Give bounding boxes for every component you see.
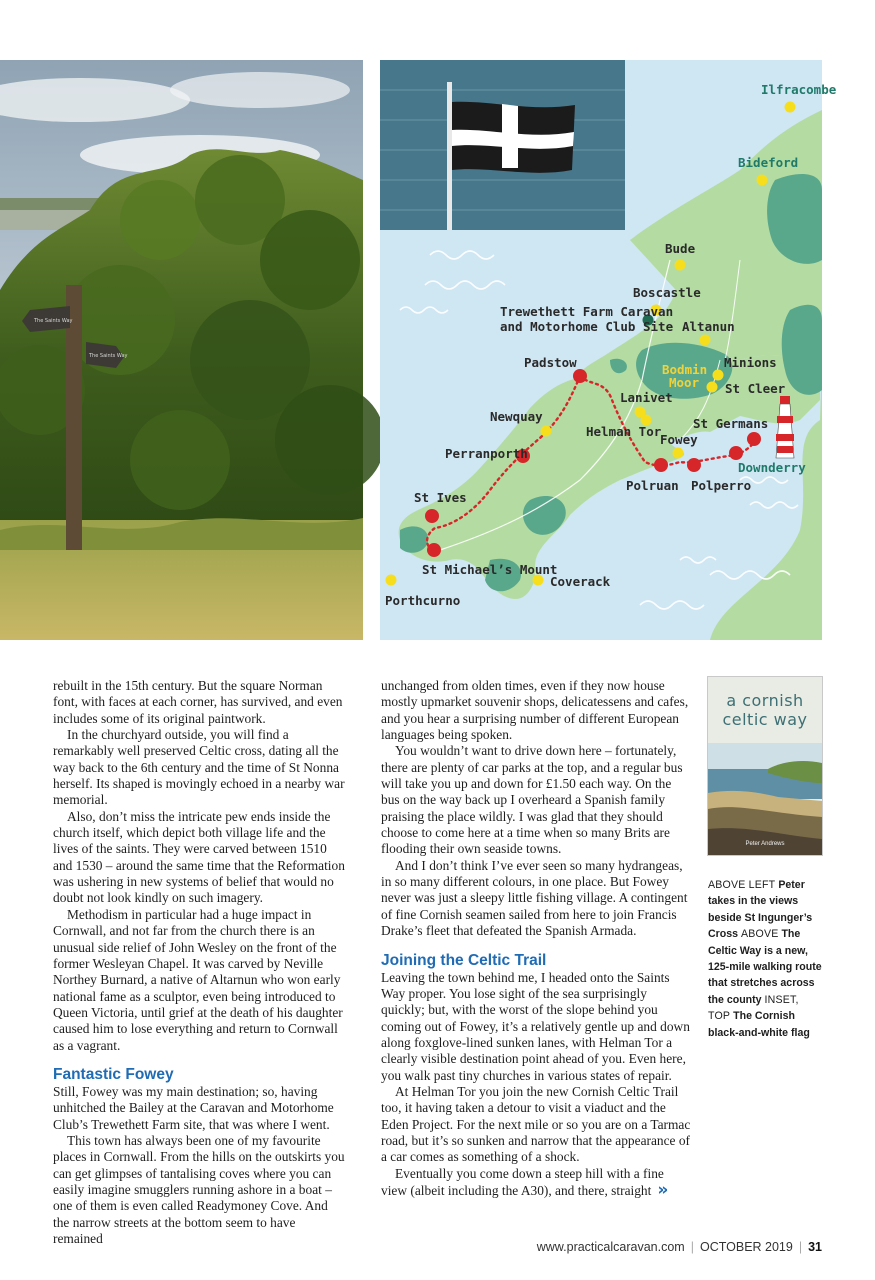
label-helman-tor: Helman Tor [586, 424, 662, 439]
label-ilfracombe: Ilfracombe [761, 82, 837, 97]
heading-fantastic-fowey: Fantastic Fowey [53, 1065, 174, 1083]
label-porthcurno: Porthcurno [385, 593, 461, 608]
footer-separator-1: | [690, 1240, 694, 1254]
hedgerow-signpost-image [0, 60, 363, 640]
signpost-text-2: The Saints Way [89, 353, 128, 359]
col1-paragraph-3: Also, don’t miss the intricate pew ends inside the church itself, which depict both village life and the lives of the saints. They were carved between 1510 and 1530 – around the same time that the Reformation was ushering in new systems of belief that would no doubt not look kindly on such imagery. [53, 808, 345, 906]
col1-paragraph-6: This town has always been one of my favourite places in Cornwall. From the hills on the outskirts you can get glimpses of tantalising coves where you can easily imagine smugglers running ashore in a boat – one of them is even called Readymoney Cove. And the narrow streets at the bottom seem to have remained [53, 1132, 345, 1246]
col2-paragraph-1: unchanged from olden times, even if they now house mostly upmarket souvenir shops, delicatessens and cafes, and you hear a surprising number of different European languages being spoken. [381, 678, 689, 743]
flag-inset-photo [380, 60, 625, 230]
label-st-ives: St Ives [414, 490, 467, 505]
col1-paragraph-4: Methodism in particular had a huge impact in Cornwall, and not far from the church there is an unusual side relief of John Wesley on the front of the former Wesleyan Chapel. It was carved by Neville Northey Burnard, a native of Altarnun who won early national fame as a sculptor, even being introduced to Queen Victoria, until grief at the death of his daughter caused him to lose everything and return to Cornwall as a vagrant. [53, 906, 343, 1053]
footer-issue: OCTOBER 2019 [699, 1240, 793, 1254]
page-number: 31 [808, 1240, 822, 1254]
col2-paragraph-4: Leaving the town behind me, I headed onto the Saints Way proper. You lose sight of the sea surprisingly quickly; but, with the worst of the slope behind you coming out of Fowey, it’s a relatively gentle up and down along foxglove-lined sunken lanes, with Helman Tor a clearly visible destination point ahead of you. Even here, you walk past tiny churches in various states of repair. [381, 969, 690, 1083]
heading-joining-the-celtic-trail: Joining the Celtic Trail [381, 951, 547, 969]
label-downderry: Downderry [738, 460, 806, 475]
page-footer [537, 1240, 822, 1254]
col2-paragraph-3: And I don’t think I’ve ever seen so many hydrangeas, in so many different colours, in one place. But Fowey never was just a sleepy little fishing village. A contingent of fine Cornish seamen sailed from here to join Francis Drake’s fleet that defeated the Spanish Armada. [381, 857, 688, 939]
label-st-germans: St Germans [693, 416, 769, 431]
col2-paragraph-2: You wouldn’t want to drive down here – fortunately, there are plenty of car parks at the top, and a regular bus will take you up and down for £1.50 each way. On the bus on the way back up I overheard a Spanish family praising the place wildly. I was glad that they should choose to come here at a time when so many Brits are flooding their own seaside towns. [381, 743, 683, 857]
caption-text-above-left: Peter takes in the views beside St Ingunger’s Cross [708, 879, 813, 941]
book-title-line-1: a cornish [726, 691, 804, 710]
label-polruan: Polruan [626, 478, 679, 493]
col1-paragraph-1: rebuilt in the 15th century. But the square Norman font, with faces at each corner, has survived, and even includes some of its original paintwork. [53, 678, 343, 726]
col1-paragraph-2: In the churchyard outside, you will find a remarkably well preserved Celtic cross, dating all the way back to the 6th century and the time of St Nonna herself. Its shaped is movingly echoed in a nearby war memorial. [53, 727, 345, 808]
label-moor: Moor [669, 375, 700, 390]
label-padstow: Padstow [524, 355, 577, 370]
footer-url: www.practicalcaravan.com [536, 1240, 685, 1254]
caption-key-above-left: ABOVE LEFT [708, 879, 776, 891]
caption-text-inset-top: The Cornish black-and-white flag [708, 1010, 810, 1039]
book-cover-photo [708, 743, 822, 855]
book-author: Peter Andrews [745, 841, 785, 847]
label-lanivet: Lanivet [620, 390, 673, 405]
label-bideford: Bideford [738, 155, 799, 170]
caption-text-above: The Celtic Way is a new, 125-mile walking route that stretches across the county [708, 928, 822, 1006]
caption-key-inset-top: INSET, TOP [708, 993, 799, 1023]
label-bude: Bude [665, 241, 696, 256]
label-perranporth: Perranporth [445, 446, 528, 461]
article-column-2 [381, 678, 691, 1199]
col2-paragraph-5: At Helman Tor you join the new Cornish Celtic Trail too, it having taken a detour to visit a viaduct and the Eden Project. For the next mile or so you are on a Tarmac road, but it’s so sunken and narrow that the appearance of a car comes as something of a shock. [381, 1083, 691, 1165]
book-title-line-2: celtic way [722, 710, 808, 729]
signpost-text-1: The Saints Way [34, 318, 73, 324]
label-trewethett-2: and Motorhome Club Site [500, 319, 674, 334]
photo-captions [708, 877, 823, 1041]
article-column-1 [53, 678, 345, 1247]
cornwall-route-map [380, 60, 837, 640]
label-fowey: Fowey [660, 432, 698, 447]
book-cover-image [708, 677, 822, 855]
label-trewethett-1: Trewethett Farm Caravan [500, 304, 674, 319]
label-st-cleer: St Cleer [725, 381, 786, 396]
moor-area-west [523, 496, 566, 535]
label-st-michaels-mount: St Michael’s Mount [422, 562, 558, 577]
col2-paragraph-6 [381, 1166, 691, 1200]
footer-separator-2: | [798, 1240, 803, 1254]
label-coverack: Coverack [550, 574, 611, 589]
col1-paragraph-5: Still, Fowey was my main destination; so, having unhitched the Bailey at the Caravan and Motorhome Club’s Trewethett Farm site, that was where I went. [53, 1083, 334, 1132]
continue-arrow-icon: » [657, 1179, 669, 1200]
caption-key-above: ABOVE [740, 928, 779, 941]
label-altanun: Altanun [682, 319, 735, 334]
label-newquay: Newquay [490, 409, 543, 424]
col2-paragraph-6-text: Eventually you come down a steep hill with a fine view (albeit including the A30), and there, straight [381, 1165, 664, 1198]
label-polperro: Polperro [691, 478, 752, 493]
hero-photo [0, 60, 363, 640]
label-boscastle: Boscastle [633, 285, 701, 300]
label-minions: Minions [724, 355, 777, 370]
label-bodmin: Bodmin [662, 362, 708, 377]
